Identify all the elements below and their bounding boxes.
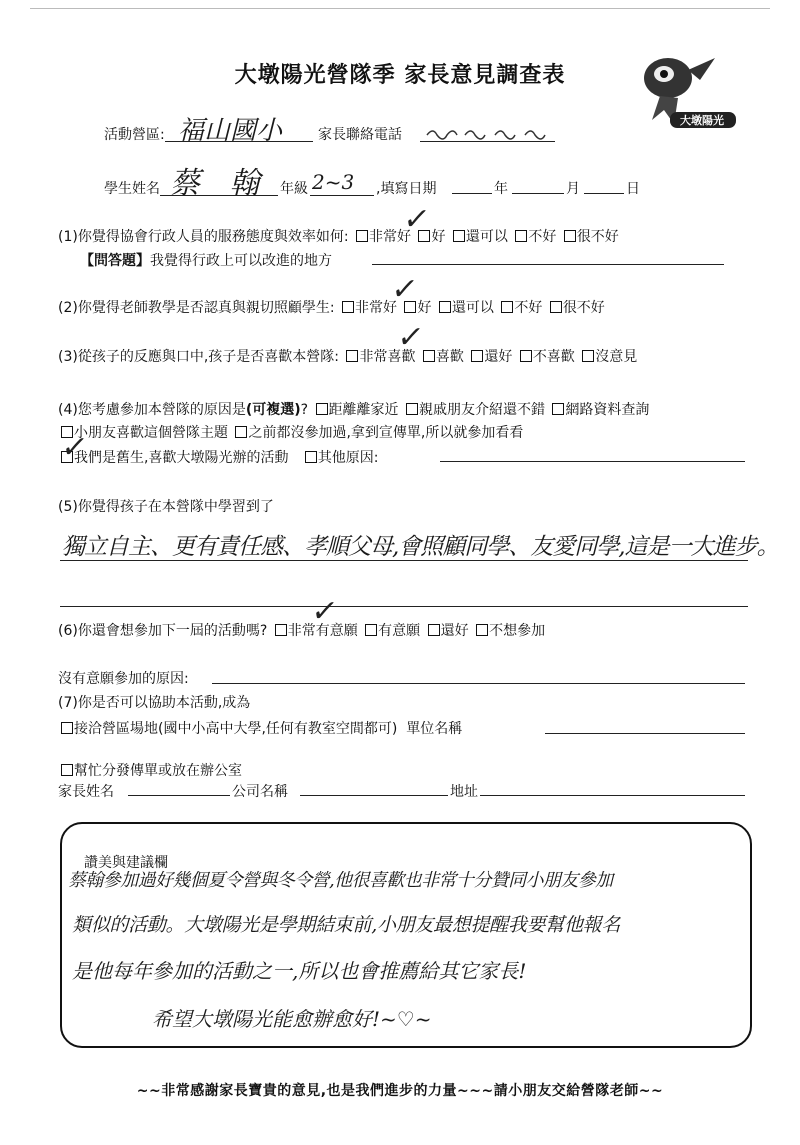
q3-option-1: 非常喜歡 [359, 349, 416, 365]
q1-sub-answer-line[interactable] [372, 264, 724, 265]
student-name-line [160, 195, 278, 196]
q6-checkbox-2[interactable] [365, 624, 377, 636]
q1-option-4: 不好 [528, 229, 557, 245]
q4-option-5: 之前都沒參加過,拿到宣傳單,所以就參加看看 [248, 425, 524, 441]
no-reason-line[interactable] [212, 683, 745, 684]
q1-checkmark-icon: ✓ [400, 202, 433, 237]
question-6 [58, 620, 545, 640]
q1-checkbox-5[interactable] [564, 230, 576, 242]
question-4-line-2 [58, 422, 523, 442]
comment-line-3: 是他每年參加的活動之一,所以也會推薦給其它家長! [72, 959, 527, 983]
day-line[interactable] [584, 193, 624, 194]
q1-checkbox-3[interactable] [453, 230, 465, 242]
comment-line-4: 希望大墩陽光能愈辦愈好!~♡~ [152, 1007, 432, 1031]
q3-option-2: 喜歡 [435, 349, 464, 365]
q4-checkmark-icon: ✓ [58, 430, 91, 465]
q4-checkbox-7[interactable] [305, 451, 317, 463]
q3-checkbox-4[interactable] [520, 350, 532, 362]
q2-checkbox-4[interactable] [501, 301, 513, 313]
q3-checkbox-2[interactable] [423, 350, 435, 362]
parent-phone-label: 家長聯絡電話 [318, 127, 402, 143]
q3-checkmark-icon: ✓ [394, 320, 427, 355]
mascot-logo [630, 50, 740, 130]
q7-option-1-row [58, 718, 462, 738]
question-6-text: (6)你還會想參加下一屆的活動嗎? [58, 623, 268, 639]
logo-text: 大墩陽光 [680, 114, 724, 127]
q6-option-2: 有意願 [378, 623, 421, 639]
address-label: 地址 [450, 784, 478, 800]
camp-area-line [165, 141, 313, 142]
q1-option-1: 非常好 [369, 229, 411, 245]
q7-option-2-row [58, 760, 242, 780]
q1-option-3: 還可以 [465, 229, 508, 245]
question-7-text: (7)你是否可以協助本活動,成為 [58, 695, 251, 711]
q7-checkbox-1[interactable] [61, 722, 73, 734]
company-line[interactable] [300, 795, 448, 796]
q4-option-4: 小朋友喜歡這個營隊主題 [74, 425, 228, 441]
q2-checkbox-3[interactable] [439, 301, 451, 313]
question-1-text: (1)你覺得協會行政人員的服務態度與效率如何: [58, 229, 349, 245]
day-label: 日 [626, 181, 640, 197]
comment-line-1: 蔡翰參加過好幾個夏令營與冬令營,他很喜歡也非常十分贊同小朋友參加 [68, 870, 613, 891]
scribbled-phone [425, 123, 555, 143]
q6-option-1: 非常有意願 [287, 623, 358, 639]
q1-checkbox-4[interactable] [515, 230, 527, 242]
q3-checkbox-1[interactable] [346, 350, 358, 362]
comment-label: 讚美與建議欄 [84, 855, 168, 871]
year-line[interactable] [452, 193, 492, 194]
question-4-text: (4)您考慮參加本營隊的原因是 [58, 402, 246, 418]
q5-answer[interactable]: 獨立自主、更有責任感、孝順父母,會照顧同學、友愛同學,這是一大進步。 [62, 534, 779, 560]
camp-area-label: 活動營區: [104, 127, 165, 143]
q2-option-1: 非常好 [355, 300, 397, 316]
month-line[interactable] [512, 193, 564, 194]
q2-option-4: 不好 [514, 300, 543, 316]
camp-area-value[interactable]: 福山國小 [178, 116, 283, 146]
question-2 [58, 297, 605, 317]
footer-note: ~~非常感謝家長寶貴的意見,也是我們進步的力量~~~請小朋友交給營隊老師~~ [136, 1083, 664, 1099]
q6-option-4: 不想參加 [489, 623, 546, 639]
q6-checkbox-3[interactable] [428, 624, 440, 636]
q4-multi-select-note: (可複選) [245, 402, 301, 418]
q4-option-1: 距離離家近 [328, 402, 399, 418]
q1-checkbox-1[interactable] [356, 230, 368, 242]
parent-name-line[interactable] [128, 795, 230, 796]
month-label: 月 [566, 181, 580, 197]
q4-checkbox-5[interactable] [235, 426, 247, 438]
year-label: 年 [494, 181, 508, 197]
unit-name-label: 單位名稱 [406, 721, 463, 737]
question-4 [58, 399, 649, 419]
q7-option-2: 幫忙分發傳單或放在辦公室 [74, 763, 242, 779]
q6-checkbox-1[interactable] [275, 624, 287, 636]
q2-checkmark-icon: ✓ [388, 272, 421, 307]
q4-option-2: 親戚朋友介紹還不錯 [418, 402, 545, 418]
grade-label: 年級 [280, 181, 308, 197]
q1-sub-question [80, 250, 332, 270]
q3-option-5: 沒意見 [595, 349, 638, 365]
q4-question-mark: ? [300, 402, 309, 418]
company-label: 公司名稱 [232, 784, 288, 800]
comment-line-2: 類似的活動。大墩陽光是學期結束前,小朋友最想提醒我要幫他報名 [72, 914, 621, 936]
q4-option-7: 其他原因: [317, 450, 379, 466]
q5-answer-line-2[interactable] [60, 606, 748, 607]
q7-checkbox-2[interactable] [61, 764, 73, 776]
q1-option-5: 很不好 [576, 229, 619, 245]
student-name-value[interactable]: 蔡 翰 [170, 166, 270, 201]
page-top-edge [30, 8, 770, 9]
parent-name-label: 家長姓名 [58, 784, 114, 800]
unit-name-line[interactable] [545, 733, 745, 734]
student-name-label: 學生姓名 [104, 181, 160, 197]
no-reason-label: 沒有意願參加的原因: [58, 671, 189, 687]
q4-option-6: 我們是舊生,喜歡大墩陽光辦的活動 [74, 450, 289, 466]
question-3-text: (3)從孩子的反應與口中,孩子是否喜歡本營隊: [58, 349, 339, 365]
q3-option-4: 不喜歡 [532, 349, 575, 365]
q4-checkbox-2[interactable] [406, 403, 418, 415]
q1-option-2: 好 [431, 229, 446, 245]
q4-option-3: 網路資料查詢 [565, 402, 650, 418]
q1-sub-text: 我覺得行政上可以改進的地方 [150, 253, 332, 269]
q7-option-1: 接洽營區場地(國中小高中大學,任何有教室空間都可) [74, 721, 398, 737]
page-title: 大墩陽光營隊季 家長意見調查表 [234, 63, 566, 88]
grade-value[interactable]: 2~3 [312, 170, 355, 194]
q2-checkbox-5[interactable] [550, 301, 562, 313]
grade-line [310, 195, 374, 196]
q4-checkbox-1[interactable] [316, 403, 328, 415]
q2-option-2: 好 [417, 300, 432, 316]
q4-checkbox-3[interactable] [552, 403, 564, 415]
q3-checkbox-3[interactable] [471, 350, 483, 362]
q6-option-3: 還好 [440, 623, 469, 639]
qa-prefix: 【問答題】 [80, 253, 150, 269]
q3-option-3: 還好 [484, 349, 513, 365]
q4-other-reason-line[interactable] [440, 461, 745, 462]
question-5-text: (5)你覺得孩子在本營隊中學習到了 [58, 499, 274, 515]
q6-checkmark-icon: ✓ [308, 594, 341, 629]
address-line[interactable] [480, 795, 745, 796]
question-2-text: (2)你覺得老師教學是否認真與親切照顧學生: [58, 300, 335, 316]
question-3 [58, 346, 637, 366]
q2-option-5: 很不好 [562, 300, 605, 316]
q5-answer-line-1 [60, 560, 748, 561]
q3-checkbox-5[interactable] [582, 350, 594, 362]
q6-checkbox-4[interactable] [476, 624, 488, 636]
q2-option-3: 還可以 [451, 300, 494, 316]
question-1 [58, 226, 619, 246]
question-4-line-3 [58, 447, 379, 467]
q2-checkbox-1[interactable] [342, 301, 354, 313]
fill-date-label: ,填寫日期 [376, 181, 437, 197]
